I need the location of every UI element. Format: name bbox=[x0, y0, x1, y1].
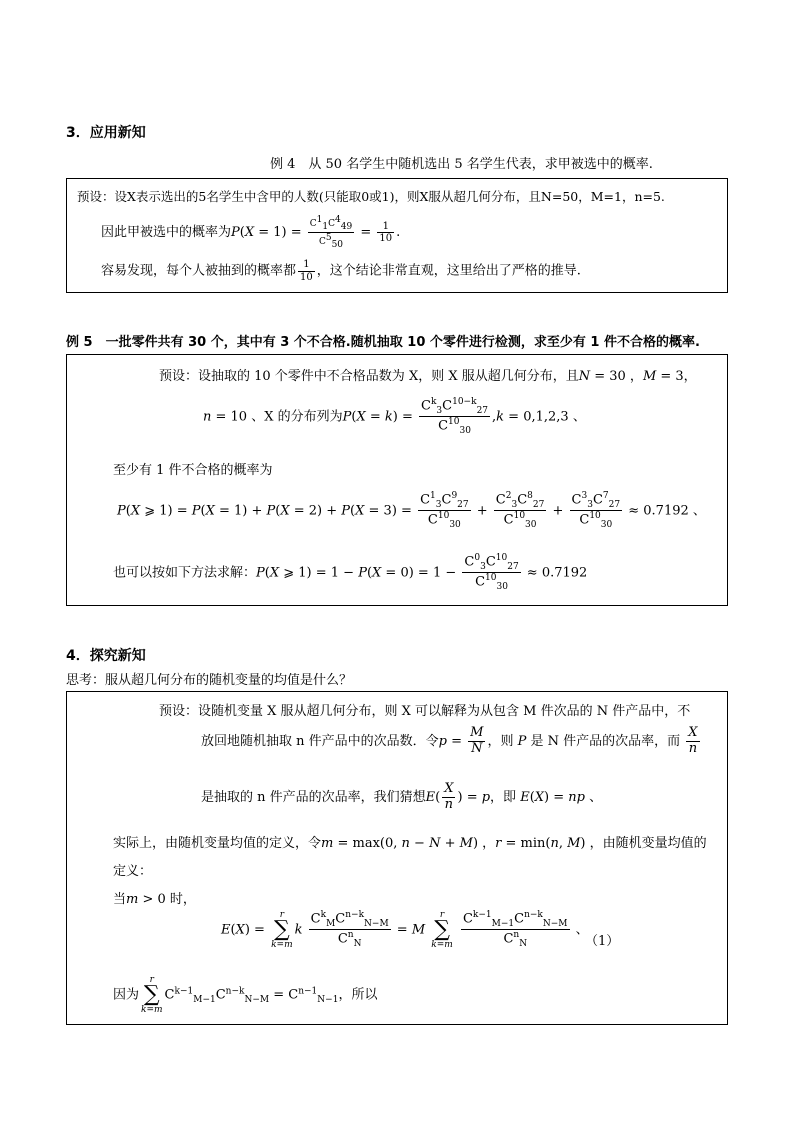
box2-line2-prefix: X 的分布列为 bbox=[264, 409, 343, 425]
box2-line1: 预设：设抽取的 10 个零件中不合格品数为 X，则 X 服从超几何分布，且N = 30 ，M = 3， bbox=[159, 369, 697, 384]
example-5-heading: 例 5 一批零件共有 30 个，其中有 3 个不合格.随机抽取 10 个零件进行检测，求至少有 1 件不合格的概率. bbox=[66, 335, 700, 350]
solution-box-2 bbox=[66, 354, 728, 606]
box3-line3-a: 是抽取的 n 件产品的次品率，我们猜想 bbox=[201, 789, 426, 805]
section-4-heading: 4．探究新知 bbox=[66, 648, 146, 664]
box3-line5: 定义： bbox=[113, 864, 153, 879]
box1-line2: 因此甲被选中的概率为P(X = 1) = $\frac{C^1_1C^4_{49}}{C^5_{50}}$ = $\frac{1}{10}$ . bbox=[101, 215, 401, 250]
box2-line4: P(X ⩾ 1) = P(X = 1) + P(X = 2) + P(X = 3) = $\frac{C^1_3C^9_{27}}{C^{10}_{30}}$ + $\frac{C^2_3C^8_{27}}{C^{10}_{30}}$ + $\frac{C^3_3C^7_{27}}{C^{10}_{30}}$ ≈ 0.7192 、 bbox=[117, 491, 706, 531]
box3-line2-a: 放回地随机抽取 n 件产品中的次品数．令 bbox=[201, 733, 439, 749]
box1-line3-prefix: 容易发现，每个人被抽到的概率都 bbox=[101, 263, 297, 279]
solution-box-1 bbox=[66, 178, 728, 293]
equation-number: （1） bbox=[585, 934, 620, 949]
box3-line6-a: 当 bbox=[113, 892, 127, 907]
box1-line2-prefix: 因此甲被选中的概率为 bbox=[101, 225, 232, 241]
box2-line5: 也可以按如下方法求解：P(X ⩾ 1) = 1 − P(X = 0) = 1 − $\frac{C^0_3C^{10}_{27}}{C^{10}_{30}}$ ≈ 0.7192 bbox=[113, 553, 588, 593]
box3-line3: 是抽取的 n 件产品的次品率，我们猜想E( $\frac{X}{n}$ ) = p，即 E(X) = np 、 bbox=[201, 781, 603, 812]
example-4-text: 例 4 从 50 名学生中随机选出 5 名学生代表，求甲被选中的概率. bbox=[270, 157, 653, 172]
box1-line3-suffix: 这个结论非常直观，这里给出了严格的推导. bbox=[329, 263, 581, 279]
box3-line8-a: 因为 bbox=[113, 987, 140, 1003]
box3-equation-1: E(X) = r ∑ k=m k $\frac{C^k_MC^{n-k}_{N-M}}{C^n_N}$ = M r ∑ k=m $\frac{C^{k-1}_{M-1}C^{n-k}_{N-M}}{C^n_N}$ 、 bbox=[221, 909, 589, 950]
box3-line2-c: 是 N 件产品的次品率，而 bbox=[530, 733, 681, 749]
box2-result-1: 0.7192 bbox=[643, 503, 689, 519]
box2-line2: n = 10 、X 的分布列为P(X = k) = $\frac{C^k_3C^{10-k}_{27}}{C^{10}_{30}}$ ,k = 0,1,2,3 、 bbox=[203, 397, 586, 437]
section-3-heading: 3．应用新知 bbox=[66, 125, 146, 141]
box2-line3: 至少有 1 件不合格的概率为 bbox=[113, 463, 273, 478]
box2-line1-prefix: 预设：设抽取的 10 个零件中不合格品数为 X，则 X 服从超几何分布，且 bbox=[159, 369, 579, 384]
box3-line3-b: ，即 bbox=[490, 789, 517, 805]
box3-line1: 预设：设随机变量 X 服从超几何分布，则 X 可以解释为从包含 M 件次品的 N 件产品中，不 bbox=[159, 704, 691, 719]
box3-line6: 当m > 0 时， bbox=[113, 892, 196, 907]
think-question: 思考：服从超几何分布的随机变量的均值是什么？ bbox=[66, 673, 353, 688]
box3-line8-b: ，所以 bbox=[338, 987, 378, 1003]
box3-line2-b: ，则 bbox=[487, 733, 514, 749]
box1-line3: 容易发现，每个人被抽到的概率都 $\frac{1}{10}$ ，这个结论非常直观，这里给出了严格的推导. bbox=[101, 259, 581, 283]
box3-line4: 实际上，由随机变量均值的定义，令m = max(0, n − N + M) ，r = min(n, M) ，由随机变量均值的 bbox=[113, 836, 707, 851]
box3-line6-b: 时， bbox=[169, 892, 196, 907]
box3-line4-b: ，由随机变量均值的 bbox=[589, 836, 707, 851]
box3-line8: 因为 r ∑ k=m $C^{k-1}_{M-1}C^{n-k}_{N-M} = C^{n-1}_{N-1}$，所以 bbox=[113, 975, 378, 1016]
box3-line2: 放回地随机抽取 n 件产品中的次品数．令p = $\frac{M}{N}$ ，则 P 是 N 件产品的次品率，而 $\frac{X}{n}$ bbox=[201, 725, 698, 756]
box1-line1: 预设：设X表示选出的5名学生中含甲的人数(只能取0或1)，则X服从超几何分布，且N=50，M=1，n=5. bbox=[77, 189, 665, 204]
box2-result-2: 0.7192 bbox=[541, 565, 588, 581]
box2-line5-prefix: 也可以按如下方法求解： bbox=[113, 565, 257, 581]
box3-line4-a: 实际上，由随机变量均值的定义，令 bbox=[113, 836, 322, 851]
solution-box-3 bbox=[66, 691, 728, 1025]
